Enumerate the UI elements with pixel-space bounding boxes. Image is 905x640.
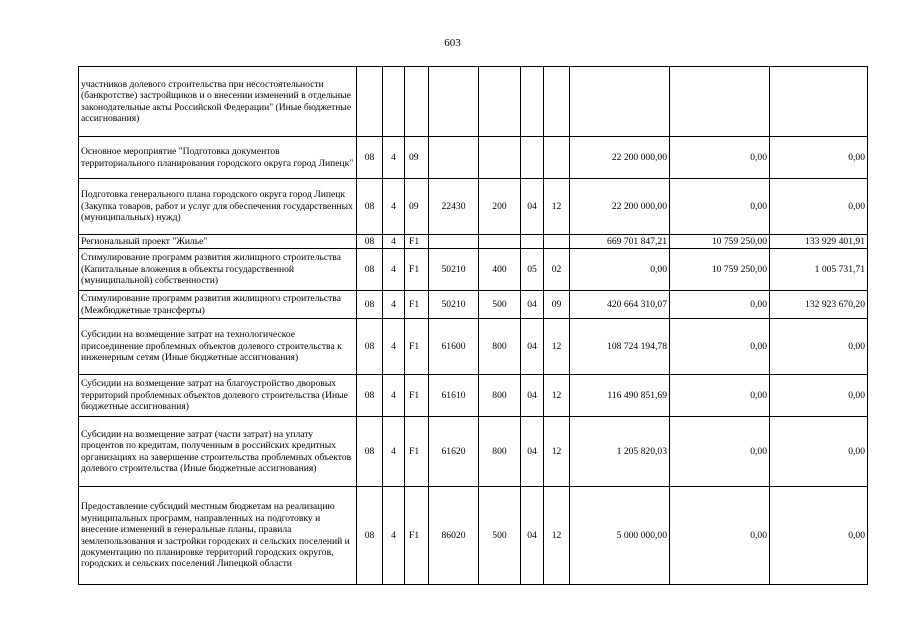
- code-section: 04: [521, 487, 544, 585]
- amount-year1: 669 701 847,21: [570, 235, 670, 249]
- row-name: участников долевого строительства при несостоятельности (банкротстве) застройщиков и о внесении изменений в отдельные законодательные акты Российской Федерации" (Иные бюджетные ассигнования): [79, 67, 357, 137]
- amount-year3: 0,00: [770, 417, 868, 487]
- code-subprogram: 4: [383, 417, 405, 487]
- code-subsection: 12: [544, 417, 570, 487]
- code-chapter: 08: [357, 487, 383, 585]
- amount-year1: 22 200 000,00: [570, 137, 670, 179]
- code-direction: 22430: [429, 179, 479, 235]
- amount-year2: 0,00: [670, 375, 770, 417]
- code-subprogram: 4: [383, 487, 405, 585]
- code-expense-type: [479, 235, 521, 249]
- row-name: Подготовка генерального плана городского округа город Липецк (Закупка товаров, работ и услуг для обеспечения государственных (муниципальных) нужд): [79, 179, 357, 235]
- amount-year2: 0,00: [670, 319, 770, 375]
- code-event: F1: [405, 319, 429, 375]
- row-name: Субсидии на возмещение затрат на благоустройство дворовых территорий проблемных объектов долевого строительства (Иные бюджетные ассигнования): [79, 375, 357, 417]
- code-event: F1: [405, 375, 429, 417]
- code-subprogram: 4: [383, 179, 405, 235]
- amount-year1: 108 724 194,78: [570, 319, 670, 375]
- code-section: 04: [521, 291, 544, 319]
- code-direction: [429, 235, 479, 249]
- code-subsection: 12: [544, 487, 570, 585]
- code-chapter: 08: [357, 137, 383, 179]
- amount-year1: 5 000 000,00: [570, 487, 670, 585]
- code-chapter: 08: [357, 179, 383, 235]
- amount-year1: 1 205 820,03: [570, 417, 670, 487]
- amount-year3: 0,00: [770, 319, 868, 375]
- amount-year3: 132 923 670,20: [770, 291, 868, 319]
- amount-year1: 0,00: [570, 249, 670, 291]
- code-section: [521, 137, 544, 179]
- code-expense-type: 200: [479, 179, 521, 235]
- code-subsection: 09: [544, 291, 570, 319]
- table-row: [79, 179, 868, 235]
- code-subsection: 12: [544, 375, 570, 417]
- table-row: [79, 67, 868, 137]
- amount-year3: 133 929 401,91: [770, 235, 868, 249]
- table-row: [79, 235, 868, 249]
- amount-year1: [570, 67, 670, 137]
- table-row: [79, 319, 868, 375]
- amount-year2: 0,00: [670, 417, 770, 487]
- page-number: 603: [444, 37, 461, 49]
- code-subprogram: 4: [383, 375, 405, 417]
- code-chapter: 08: [357, 249, 383, 291]
- code-subprogram: [383, 67, 405, 137]
- code-section: 05: [521, 249, 544, 291]
- amount-year2: 0,00: [670, 291, 770, 319]
- code-event: [405, 67, 429, 137]
- amount-year2: 10 759 250,00: [670, 235, 770, 249]
- code-subsection: 02: [544, 249, 570, 291]
- code-expense-type: 400: [479, 249, 521, 291]
- row-name: Субсидии на возмещение затрат на технологическое присоединение проблемных объектов долевого строительства к инженерным сетям (Иные бюджетные ассигнования): [79, 319, 357, 375]
- code-subsection: 12: [544, 319, 570, 375]
- code-expense-type: 800: [479, 319, 521, 375]
- table-row: [79, 249, 868, 291]
- amount-year2: [670, 67, 770, 137]
- code-section: [521, 67, 544, 137]
- budget-table: [78, 66, 868, 585]
- code-chapter: 08: [357, 291, 383, 319]
- amount-year3: 1 005 731,71: [770, 249, 868, 291]
- table-row: [79, 487, 868, 585]
- code-event: F1: [405, 235, 429, 249]
- code-section: [521, 235, 544, 249]
- amount-year3: 0,00: [770, 179, 868, 235]
- code-direction: 61600: [429, 319, 479, 375]
- code-event: F1: [405, 291, 429, 319]
- code-direction: 86020: [429, 487, 479, 585]
- code-event: F1: [405, 249, 429, 291]
- code-expense-type: [479, 67, 521, 137]
- amount-year3: 0,00: [770, 137, 868, 179]
- code-chapter: [357, 67, 383, 137]
- amount-year1: 22 200 000,00: [570, 179, 670, 235]
- code-direction: 50210: [429, 249, 479, 291]
- code-subsection: [544, 67, 570, 137]
- table-row: [79, 137, 868, 179]
- code-section: 04: [521, 319, 544, 375]
- code-subprogram: 4: [383, 137, 405, 179]
- code-expense-type: [479, 137, 521, 179]
- code-expense-type: 500: [479, 291, 521, 319]
- code-chapter: 08: [357, 319, 383, 375]
- code-subprogram: 4: [383, 319, 405, 375]
- code-direction: 50210: [429, 291, 479, 319]
- code-subprogram: 4: [383, 235, 405, 249]
- amount-year2: 0,00: [670, 487, 770, 585]
- row-name: Субсидии на возмещение затрат (части затрат) на уплату процентов по кредитам, полученным в российских кредитных организациях на завершение строительства проблемных объектов долевого строительства (Иные бюджетные ассигнования): [79, 417, 357, 487]
- code-direction: 61610: [429, 375, 479, 417]
- code-subprogram: 4: [383, 291, 405, 319]
- amount-year3: 0,00: [770, 487, 868, 585]
- code-section: 04: [521, 179, 544, 235]
- code-section: 04: [521, 375, 544, 417]
- code-section: 04: [521, 417, 544, 487]
- amount-year3: 0,00: [770, 375, 868, 417]
- code-chapter: 08: [357, 417, 383, 487]
- code-chapter: 08: [357, 375, 383, 417]
- row-name: Основное мероприятие "Подготовка документов территориального планирования городского округа город Липецк": [79, 137, 357, 179]
- code-subsection: [544, 137, 570, 179]
- amount-year2: 0,00: [670, 179, 770, 235]
- code-chapter: 08: [357, 235, 383, 249]
- code-subsection: [544, 235, 570, 249]
- table-row: [79, 375, 868, 417]
- amount-year2: 0,00: [670, 137, 770, 179]
- table-row: [79, 291, 868, 319]
- code-direction: [429, 67, 479, 137]
- amount-year1: 116 490 851,69: [570, 375, 670, 417]
- table-row: [79, 417, 868, 487]
- row-name: Стимулирование программ развития жилищного строительства (Межбюджетные трансферты): [79, 291, 357, 319]
- code-event: 09: [405, 179, 429, 235]
- code-event: F1: [405, 487, 429, 585]
- amount-year3: [770, 67, 868, 137]
- code-expense-type: 800: [479, 375, 521, 417]
- code-subprogram: 4: [383, 249, 405, 291]
- row-name: Региональный проект "Жилье": [79, 235, 357, 249]
- code-event: 09: [405, 137, 429, 179]
- row-name: Предоставление субсидий местным бюджетам на реализацию муниципальных программ, направленных на подготовку и внесение изменений в генеральные планы, правила землепользования и застройки городских и сельских поселений и документацию по планировке территорий городских округов, городских и сельских поселений Липецкой области: [79, 487, 357, 585]
- code-subsection: 12: [544, 179, 570, 235]
- amount-year2: 10 759 250,00: [670, 249, 770, 291]
- code-direction: 61620: [429, 417, 479, 487]
- amount-year1: 420 664 310,07: [570, 291, 670, 319]
- code-expense-type: 500: [479, 487, 521, 585]
- code-expense-type: 800: [479, 417, 521, 487]
- code-event: F1: [405, 417, 429, 487]
- code-direction: [429, 137, 479, 179]
- row-name: Стимулирование программ развития жилищного строительства (Капитальные вложения в объекты государственной (муниципальной) собственности): [79, 249, 357, 291]
